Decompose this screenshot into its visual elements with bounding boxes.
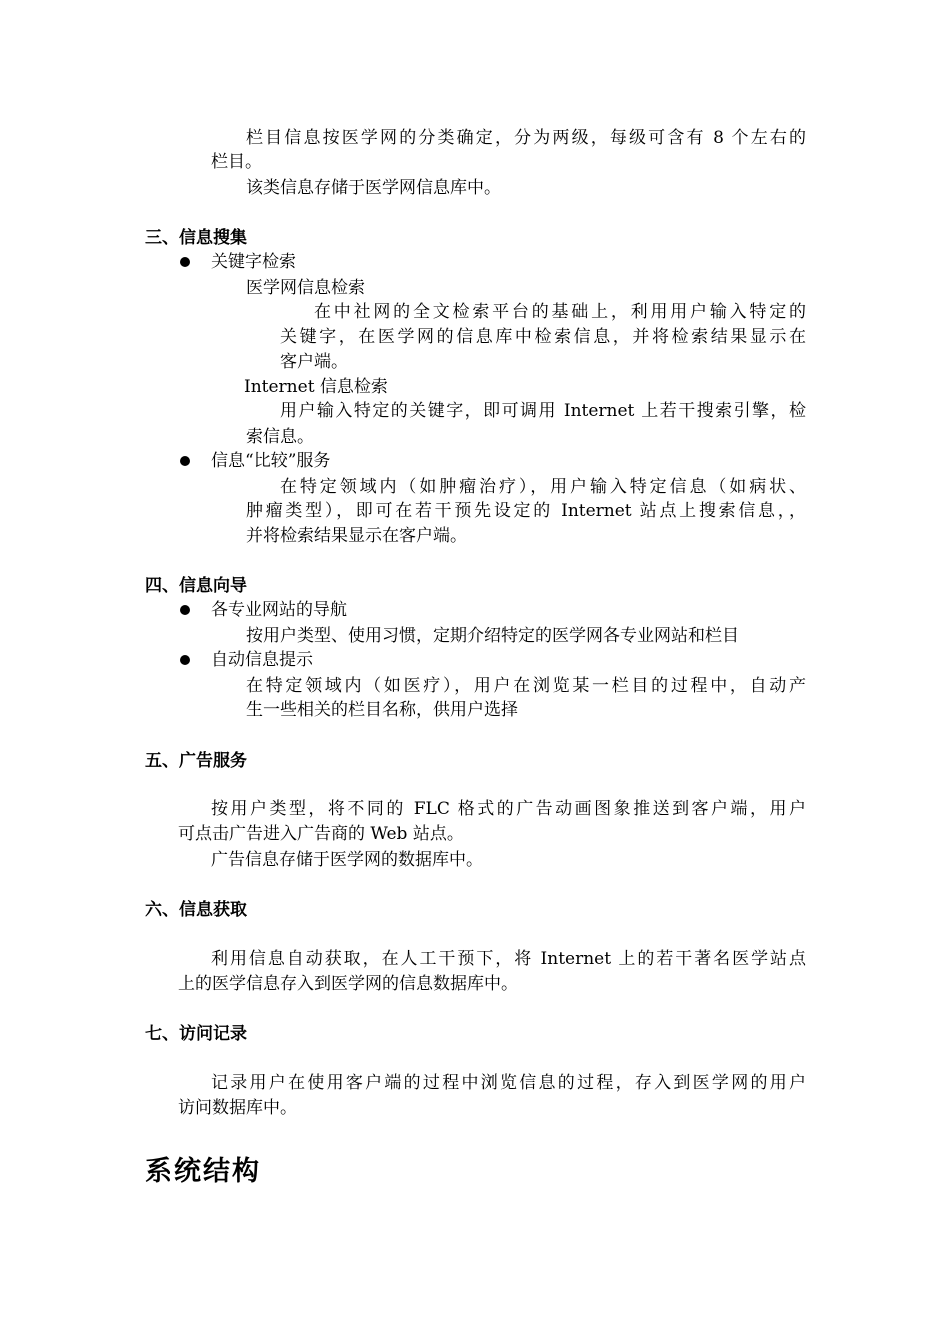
intro-line-2: 栏目。: [211, 152, 262, 172]
paragraph-line: 并将检索结果显示在客户端。: [246, 526, 467, 546]
paragraph-line: 广告信息存储于医学网的数据库中。: [211, 850, 483, 870]
paragraph-line: 索信息。: [246, 427, 314, 447]
paragraph-line: 生一些相关的栏目名称，供用户选择: [246, 700, 518, 720]
intro-line-1: 栏目信息按医学网的分类确定，分为两级，每级可含有 8 个左右的: [246, 128, 806, 148]
subsection-title: 医学网信息检索: [246, 278, 365, 298]
paragraph-line: 记录用户在使用客户端的过程中浏览信息的过程，存入到医学网的用户: [211, 1073, 806, 1093]
paragraph-line: 按用户类型，将不同的 FLC 格式的广告动画图象推送到客户端，用户: [211, 799, 806, 819]
paragraph-line: 按用户类型、使用习惯，定期介绍特定的医学网各专业网站和栏目: [246, 626, 739, 646]
chapter-heading: 系统结构: [145, 1156, 261, 1187]
section-heading-3: 三、信息搜集: [145, 228, 247, 248]
bullet-dot: [180, 655, 190, 665]
bullet-dot: [180, 456, 190, 466]
paragraph-line: 在中社网的全文检索平台的基础上，利用用户输入特定的: [314, 302, 806, 322]
section-heading-7: 七、访问记录: [145, 1024, 247, 1044]
subsection-title: Internet 信息检索: [244, 377, 388, 397]
section-heading-6: 六、信息获取: [145, 900, 247, 920]
paragraph-line: 上的医学信息存入到医学网的信息数据库中。: [178, 974, 518, 994]
bullet-dot: [180, 605, 190, 615]
paragraph-line: 客户端。: [280, 352, 348, 372]
bullet-dot: [180, 257, 190, 267]
paragraph-line: 肿瘤类型），即可在若干预先设定的 Internet 站点上搜索信息，，: [246, 501, 806, 521]
paragraph-line: 利用信息自动获取，在人工干预下，将 Internet 上的若干著名医学站点: [211, 949, 806, 969]
paragraph-line: 可点击广告进入广告商的 Web 站点。: [178, 824, 464, 844]
bullet-label: 关键字检索: [211, 252, 296, 272]
section-heading-5: 五、广告服务: [145, 751, 247, 771]
paragraph-line: 在特定领域内（如医疗），用户在浏览某一栏目的过程中，自动产: [246, 676, 806, 696]
bullet-label: 各专业网站的导航: [211, 600, 347, 620]
bullet-label: 信息“比较”服务: [211, 451, 331, 471]
section-heading-4: 四、信息向导: [145, 576, 247, 596]
paragraph-line: 关键字，在医学网的信息库中检索信息，并将检索结果显示在: [280, 327, 806, 347]
paragraph-line: 用户输入特定的关键字，即可调用 Internet 上若干搜索引擎，检: [280, 401, 806, 421]
bullet-label: 自动信息提示: [211, 650, 313, 670]
paragraph-line: 在特定领域内（如肿瘤治疗），用户输入特定信息（如病状、: [280, 477, 806, 497]
paragraph-line: 访问数据库中。: [178, 1098, 297, 1118]
intro-line-3: 该类信息存储于医学网信息库中。: [246, 178, 501, 198]
